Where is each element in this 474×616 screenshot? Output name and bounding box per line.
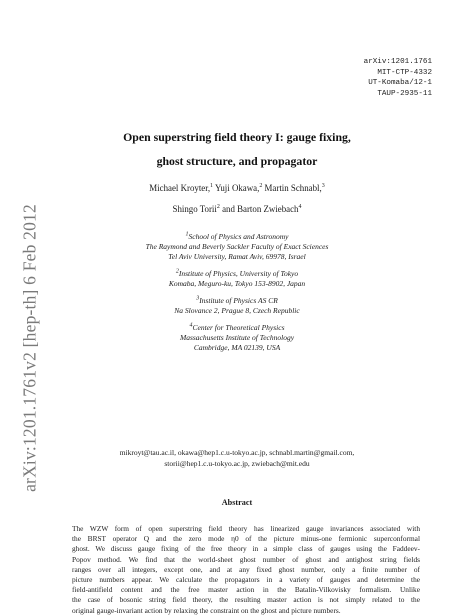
- author-name: Yuji Okawa,: [214, 183, 260, 193]
- affiliation-line: Institute of Physics AS CR: [199, 296, 278, 305]
- affiliation-4: [40, 323, 434, 353]
- affiliation-line: Cambridge, MA 02139, USA: [193, 343, 281, 352]
- paper-title: [40, 125, 434, 173]
- abstract-line: original gauge-invariant action by relaxing the constraint on the ghost and picture numbers.: [72, 605, 341, 615]
- affiliation-mark: 2: [259, 183, 263, 190]
- arxiv-side-stamp: [20, 158, 40, 538]
- affiliation-mark: 2: [216, 204, 220, 211]
- affiliation-1: [40, 232, 434, 262]
- abstract-line: Popov method. We find that the world-sheet ghost number of ghost and antighost string fields: [72, 554, 420, 564]
- abstract-line: field-antifield content and the free master action in the Batalin-Vilkovisky formalism. Unlike: [72, 585, 420, 595]
- author-list: [40, 178, 434, 220]
- affiliation-mark: 4: [189, 322, 193, 329]
- affiliation-line: Massachusetts Institute of Technology: [179, 333, 295, 342]
- affiliation-line: Na Slovance 2, Prague 8, Czech Republic: [174, 306, 300, 315]
- author-name: Martin Schnabl,: [264, 183, 322, 193]
- affiliation-2: [40, 269, 434, 289]
- affiliation-mark: 1: [210, 183, 214, 190]
- affiliation-mark: 2: [175, 268, 179, 275]
- abstract-line: The WZW form of open superstring field theory has linearized gauge invariances associated with: [72, 524, 420, 533]
- abstract-line: ghost. We discuss gauge fixing of the free theory in a simple class of gauges using the Faddeev-: [72, 544, 420, 554]
- affiliation-mark: 3: [321, 183, 325, 190]
- affiliation-mark: 1: [185, 231, 189, 238]
- title-line-1: Open superstring field theory I: gauge fixing,: [123, 130, 351, 144]
- report-number-mit: MIT-CTP-4332: [377, 68, 432, 77]
- abstract-line: ranges over all integers, except one, and at any fixed ghost number, only a finite number of: [72, 564, 420, 574]
- affiliation-line: School of Physics and Astronomy: [188, 232, 289, 241]
- abstract-line: picture numbers appear. We calculate the propagators in a variety of gauges and determine the: [72, 575, 420, 585]
- report-number-komaba: UT-Komaba/12-1: [368, 79, 432, 88]
- email-line-2: storii@hep1.c.u-tokyo.ac.jp, zwiebach@mit.edu: [164, 458, 310, 468]
- affiliation-mark: 4: [298, 204, 302, 211]
- author-emails: [40, 448, 434, 469]
- affiliation-line: Komaba, Meguro-ku, Tokyo 153-8902, Japan: [168, 279, 306, 288]
- author-name: Shingo Torii: [172, 204, 217, 214]
- report-number-arxiv: arXiv:1201.1761: [363, 58, 432, 66]
- author-line-1: [40, 178, 434, 199]
- affiliations: [40, 232, 434, 360]
- report-numbers: [364, 57, 432, 99]
- affiliation-line: Institute of Physics, University of Tokyo: [178, 269, 299, 278]
- author-line-2: [40, 199, 434, 220]
- affiliation-mark: 3: [196, 295, 200, 302]
- report-number-taup: TAUP-2935-11: [377, 89, 432, 98]
- author-name: Michael Kroyter,: [149, 183, 211, 193]
- abstract-heading: Abstract: [221, 498, 253, 507]
- affiliation-3: [40, 296, 434, 316]
- arxiv-stamp-text: arXiv:1201.1761v2 [hep-th] 6 Feb 2012: [19, 204, 40, 492]
- author-name: and Barton Zwiebach: [222, 204, 299, 214]
- affiliation-line: The Raymond and Beverly Sackler Faculty of Exact Sciences: [145, 242, 329, 251]
- affiliation-line: Tel Aviv University, Ramat Aviv, 69978, Israel: [168, 252, 306, 261]
- email-line-1: mikroyt@tau.ac.il, okawa@hep1.c.u-tokyo.ac.jp, schnabl.martin@gmail.com,: [119, 448, 355, 457]
- affiliation-line: Center for Theoretical Physics: [192, 323, 285, 332]
- abstract-text: [72, 524, 420, 616]
- abstract-line: the case of bosonic string field theory, the resulting master action is not simply related to the: [72, 595, 420, 605]
- abstract-line: the BRST operator Q and the zero mode η0 of the picture minus-one fermionic superconformal: [72, 534, 420, 544]
- title-line-2: ghost structure, and propagator: [156, 154, 318, 168]
